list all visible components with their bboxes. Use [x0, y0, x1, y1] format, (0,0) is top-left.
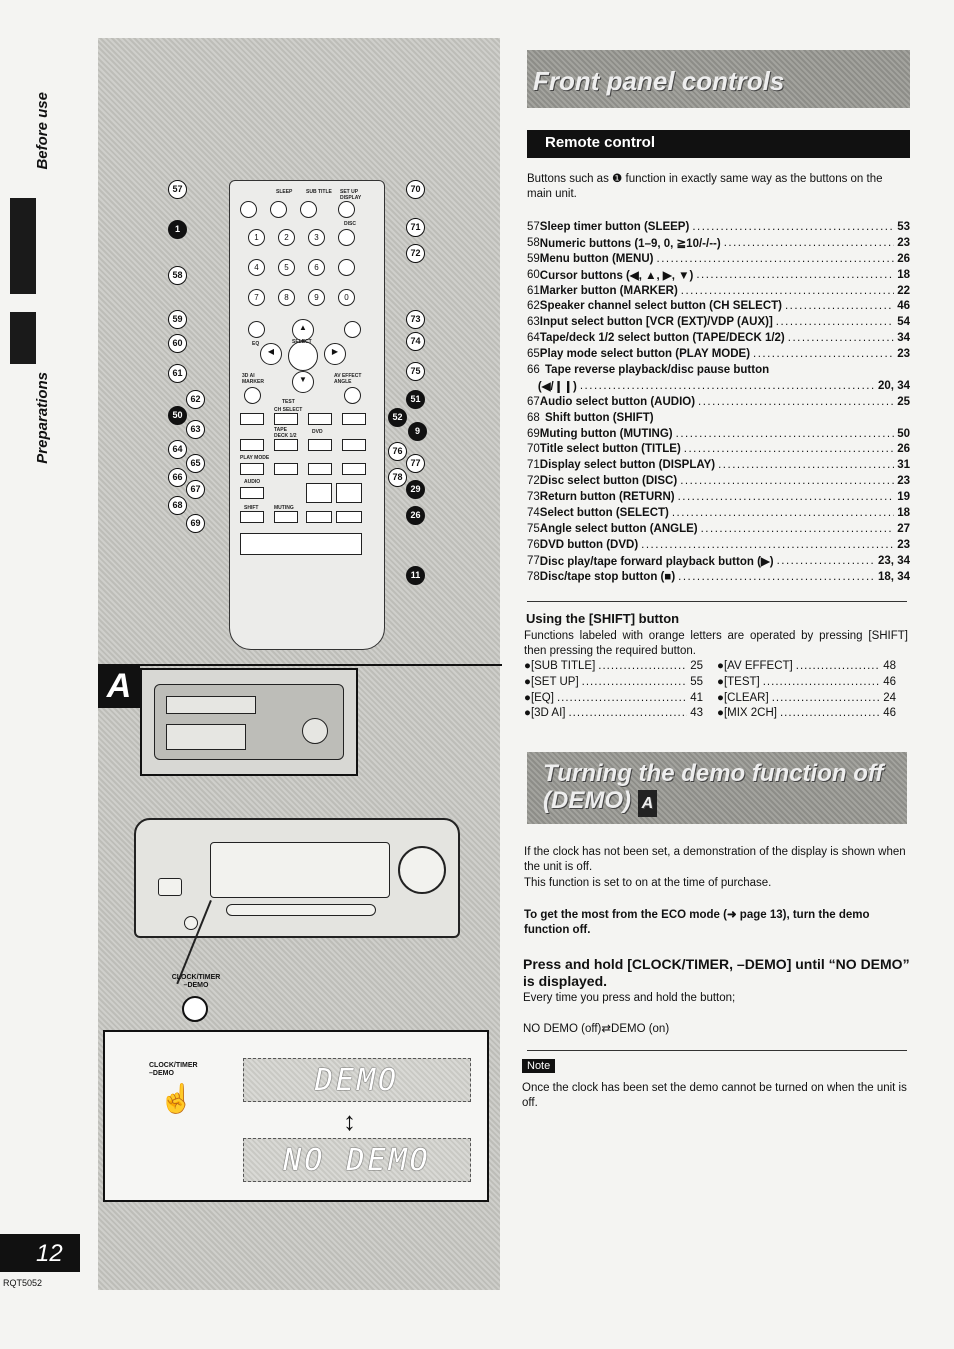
remote-btn-display — [338, 201, 355, 218]
demo-banner-ref: A — [638, 790, 658, 817]
remote-list-item-leader — [724, 237, 895, 249]
remote-label-eq: EQ — [252, 341, 260, 347]
remote-btn-5: 5 — [278, 259, 295, 276]
remote-list-item-page: 27 — [897, 522, 910, 535]
remote-btn-row3-a — [240, 463, 264, 475]
remote-label-title: SUB TITLE — [306, 189, 332, 195]
remote-label-audio: AUDIO — [244, 479, 261, 485]
callout-70: 70 — [406, 180, 425, 199]
shift-cell-leader — [598, 660, 687, 676]
remote-list-item — [527, 489, 910, 505]
remote-list-item-label: Display select button (DISPLAY) — [539, 459, 716, 472]
shift-cell-label: ●[SET UP] — [524, 675, 579, 688]
clock-timer-label-line2: –DEMO — [183, 982, 209, 989]
remote-list-item-leader — [672, 507, 894, 519]
callout-1: 1 — [168, 220, 187, 239]
remote-list-item — [527, 378, 910, 394]
remote-list-item-label: Disc select button (DISC) — [539, 475, 678, 488]
demo-instruction: Press and hold [CLOCK/TIMER, –DEMO] until “NO DEMO” is displayed. — [523, 956, 910, 989]
remote-list-item-number: 73 — [527, 491, 540, 504]
remote-list-item-label: Audio select button (AUDIO) — [539, 395, 696, 408]
callout-74: 74 — [406, 332, 425, 351]
demo-banner-line2 — [543, 787, 907, 817]
shift-cell-leader — [763, 676, 880, 692]
shift-body: Functions labeled with orange letters are operated by pressing [SHIFT] then pressing the required button. — [524, 630, 908, 657]
remote-list-item-leader — [580, 380, 875, 392]
remote-list-item-page: 31 — [897, 459, 910, 472]
callout-77: 77 — [406, 454, 425, 473]
shift-cell-label: ●[SUB TITLE] — [524, 660, 596, 672]
side-tab-before-use: Before use — [34, 92, 51, 170]
remote-list-item-leader — [698, 396, 894, 408]
remote-list-item-page: 23, 34 — [878, 554, 910, 567]
shift-cell-page: 46 — [883, 707, 896, 720]
remote-list-item-number: 72 — [527, 475, 540, 488]
remote-label-muting: MUTING — [274, 505, 294, 511]
shift-cell — [524, 707, 717, 723]
front-panel-controls-banner: Front panel controls — [527, 50, 910, 108]
remote-btn-return — [344, 321, 361, 338]
front-unit-volume-knob — [398, 846, 446, 894]
remote-label-setup: SET UP DISPLAY — [340, 189, 362, 201]
remote-btn-down: ▼ — [292, 371, 314, 393]
side-tab-preparations: Preparations — [34, 372, 51, 464]
remote-label-dvd: DVD — [312, 429, 323, 435]
remote-list-item — [527, 410, 910, 426]
remote-list-item — [527, 537, 910, 553]
shift-cell-leader — [772, 692, 881, 708]
remote-list-item-label: Tape/deck 1/2 select button (TAPE/DECK 1/2) — [539, 332, 785, 345]
remote-btn-volume — [240, 533, 362, 555]
callout-61: 61 — [168, 364, 187, 383]
shift-cell — [524, 660, 717, 676]
remote-btn-6: 6 — [308, 259, 325, 276]
remote-list-item-page: 23 — [897, 475, 910, 488]
document-code: RQT5052 — [3, 1278, 43, 1288]
remote-list-item-label: DVD button (DVD) — [539, 538, 639, 551]
remote-list-item-label: Select button (SELECT) — [539, 506, 669, 519]
remote-list-item-page: 23 — [897, 348, 910, 361]
remote-list-item-label: (◀/❙❙) — [537, 380, 577, 393]
remote-btn-row2-b — [274, 439, 298, 451]
remote-list-item-leader — [641, 539, 894, 551]
remote-list-item-leader — [788, 332, 894, 344]
remote-control-heading: Remote control — [527, 130, 910, 158]
remote-control-illustration — [229, 180, 385, 650]
shift-row — [524, 676, 910, 692]
remote-list-item — [527, 426, 910, 442]
panel-clock-label — [149, 1062, 198, 1078]
remote-intro: Buttons such as ❶ function in exactly same way as the buttons on the main unit. — [527, 173, 883, 200]
remote-list-item-leader — [681, 285, 894, 297]
remote-list-item-leader — [678, 571, 875, 583]
remote-list-item-page: 18, 34 — [878, 570, 910, 583]
remote-list-item-label: Play mode select button (PLAY MODE) — [539, 348, 751, 361]
remote-btn-disc — [338, 229, 355, 246]
remote-list-item-number: 61 — [527, 284, 540, 297]
remote-list-item-page: 22 — [897, 284, 910, 297]
callout-26: 26 — [406, 506, 425, 525]
remote-list-item — [527, 441, 910, 457]
unit-thumbnail-knob — [302, 718, 328, 744]
remote-list-item-number: 76 — [527, 538, 540, 551]
panel-clock-label-line2: –DEMO — [149, 1070, 174, 1077]
remote-list-item-page: 18 — [897, 268, 910, 281]
remote-list-item — [527, 457, 910, 473]
shift-row — [524, 692, 910, 708]
remote-label-disc: DISC — [344, 221, 356, 227]
remote-list-item-number: 69 — [527, 427, 540, 440]
front-unit-display-window — [210, 842, 390, 898]
remote-list-item-leader — [718, 459, 894, 471]
remote-list-item-leader — [785, 300, 894, 312]
remote-list-item-number: 60 — [527, 268, 540, 281]
remote-list-item-label: Tape reverse playback/disc pause button — [545, 363, 770, 376]
unit-thumbnail-display — [166, 696, 256, 714]
remote-list-item — [527, 473, 910, 489]
shift-row — [524, 660, 910, 676]
remote-list-item-number: 62 — [527, 300, 540, 313]
remote-btn-row3-d — [342, 463, 366, 475]
remote-btn-big-2 — [336, 483, 362, 503]
remote-list-item-number: 67 — [527, 395, 540, 408]
shift-cell-label: ●[TEST] — [717, 675, 760, 688]
callout-76: 76 — [388, 442, 407, 461]
callout-59: 59 — [168, 310, 187, 329]
divider-shift — [527, 601, 907, 602]
display-no-demo: NO DEMO — [243, 1138, 471, 1182]
remote-btn-menu — [248, 321, 265, 338]
shift-cell-page: 25 — [690, 660, 703, 672]
remote-btn-row3-c — [308, 463, 332, 475]
demo-display-panel — [103, 1030, 489, 1202]
callout-50: 50 — [168, 406, 187, 425]
shift-cell-page: 46 — [883, 675, 896, 688]
remote-list-item-leader — [657, 253, 895, 265]
every-time-text: Every time you press and hold the button; — [523, 992, 736, 1004]
remote-label-angle: AV EFFECT ANGLE — [334, 373, 362, 385]
remote-list-item-page: 18 — [897, 506, 910, 519]
remote-list-item-number: 77 — [527, 554, 540, 567]
remote-label-chselect: CH SELECT — [274, 407, 303, 413]
remote-btn-select — [288, 341, 318, 371]
remote-list-item — [527, 505, 910, 521]
remote-list-item — [527, 553, 910, 569]
front-unit-headphone-jack — [184, 916, 198, 930]
remote-list-item-leader — [753, 348, 894, 360]
unit-overview-frame — [140, 668, 358, 776]
remote-list-item — [527, 569, 910, 585]
remote-list-item-number: 59 — [527, 252, 540, 265]
remote-btn-0: 0 — [338, 289, 355, 306]
remote-list-item-label: Speaker channel select button (CH SELECT) — [539, 300, 782, 313]
shift-cell — [717, 676, 910, 692]
side-tab-block-bottom — [10, 312, 36, 364]
shift-cell-leader — [557, 692, 687, 708]
callout-65: 65 — [186, 454, 205, 473]
remote-list-item-label: Sleep timer button (SLEEP) — [539, 220, 690, 233]
shift-cell-page: 48 — [883, 660, 896, 672]
callout-63: 63 — [186, 420, 205, 439]
callout-58: 58 — [168, 266, 187, 285]
side-tab-block-top — [10, 198, 36, 294]
remote-label-select: SELECT — [292, 339, 312, 345]
front-unit-illustration — [134, 818, 460, 938]
remote-label-playmode: PLAY MODE — [240, 455, 270, 461]
remote-list-item-label: Numeric buttons (1–9, 0, ≧10/-/--) — [539, 237, 721, 250]
remote-btn-3: 3 — [308, 229, 325, 246]
remote-btn-row2-a — [240, 439, 264, 451]
remote-list-item — [527, 251, 910, 267]
demo-para1: If the clock has not been set, a demonstration of the display is shown when the unit is off. — [524, 846, 906, 873]
shift-cell-leader — [582, 676, 688, 692]
remote-list-item-leader — [680, 475, 894, 487]
callout-72: 72 — [406, 244, 425, 263]
remote-list-item-leader — [696, 269, 894, 281]
remote-list-item-page: 23 — [897, 236, 910, 249]
remote-btn-10 — [338, 259, 355, 276]
remote-list-item-leader — [684, 443, 894, 455]
remote-list-item-page: 54 — [897, 316, 910, 329]
callout-62: 62 — [186, 390, 205, 409]
panel-clock-label-line1: CLOCK/TIMER — [149, 1062, 198, 1069]
section-divider-line — [140, 664, 502, 666]
shift-cell — [524, 676, 717, 692]
demo-para2: This function is set to on at the time of purchase. — [524, 877, 772, 889]
remote-list-item — [527, 394, 910, 410]
remote-list-item-number: 78 — [527, 570, 540, 583]
remote-label-test: TEST — [282, 399, 295, 405]
remote-btn-muting — [274, 511, 298, 523]
remote-list-item-number: 63 — [527, 316, 540, 329]
remote-btn-9: 9 — [308, 289, 325, 306]
front-unit-tray — [226, 904, 376, 916]
remote-button-list — [527, 219, 910, 584]
remote-list-item-number: 70 — [527, 443, 540, 456]
remote-list-item-page: 23 — [897, 538, 910, 551]
remote-btn-4: 4 — [248, 259, 265, 276]
remote-list-item-label: Disc/tape stop button (■) — [539, 570, 676, 583]
remote-list-item-page: 50 — [897, 427, 910, 440]
remote-list-item-number: 57 — [527, 220, 540, 233]
remote-list-item-page: 19 — [897, 491, 910, 504]
callout-66: 66 — [168, 468, 187, 487]
remote-list-item — [527, 330, 910, 346]
remote-list-item-number: 65 — [527, 348, 540, 361]
remote-btn-row1-d — [342, 413, 366, 425]
shift-cell-label: ●[EQ] — [524, 691, 554, 704]
remote-list-item-page: 46 — [897, 300, 910, 313]
section-a-marker: A — [98, 664, 140, 708]
remote-list-item — [527, 267, 910, 283]
remote-btn-8: 8 — [278, 289, 295, 306]
remote-list-item-number: 68 — [527, 411, 540, 424]
callout-60: 60 — [168, 334, 187, 353]
remote-btn-row3-b — [274, 463, 298, 475]
remote-btn-angle — [344, 387, 361, 404]
remote-list-item-label: Angle select button (ANGLE) — [539, 522, 698, 535]
demo-banner-line1: Turning the demo function off — [543, 760, 884, 787]
remote-btn-row2-d — [342, 439, 366, 451]
remote-btn-row2-c — [308, 439, 332, 451]
shift-row — [524, 707, 910, 723]
shift-cell-page: 43 — [690, 707, 703, 720]
remote-list-item-label: Title select button (TITLE) — [539, 443, 681, 456]
shift-cell-label: ●[3D AI] — [524, 707, 566, 720]
shift-cell-label: ●[MIX 2CH] — [717, 707, 777, 720]
callout-29: 29 — [406, 480, 425, 499]
clock-timer-label-line1: CLOCK/TIMER — [171, 974, 221, 981]
toggle-arrow-icon: ↕ — [343, 1106, 356, 1136]
press-hand-icon: ☝ — [159, 1083, 194, 1114]
remote-list-item-label: Marker button (MARKER) — [539, 284, 678, 297]
remote-list-item-number: 74 — [527, 506, 540, 519]
callout-67: 67 — [186, 480, 205, 499]
callout-78: 78 — [388, 468, 407, 487]
eco-tip: To get the most from the ECO mode (➜ page 13), turn the demo function off. — [524, 909, 870, 936]
remote-btn-7: 7 — [248, 289, 265, 306]
shift-cell-leader — [780, 707, 880, 723]
callout-9: 9 — [408, 422, 427, 441]
remote-list-item — [527, 314, 910, 330]
unit-thumbnail-deck — [166, 724, 246, 750]
remote-list-item-page: 26 — [897, 443, 910, 456]
callout-68: 68 — [168, 496, 187, 515]
remote-list-item-number: 71 — [527, 459, 540, 472]
remote-list-item-label: Cursor buttons (◀, ▲, ▶, ▼) — [539, 269, 694, 282]
remote-list-item-label: Return button (RETURN) — [539, 491, 675, 504]
remote-list-item — [527, 298, 910, 314]
note-label: Note — [522, 1059, 555, 1073]
remote-btn-right: ▶ — [324, 343, 346, 365]
remote-list-item-leader — [692, 221, 894, 233]
remote-list-item-number: 64 — [527, 332, 540, 345]
callout-71: 71 — [406, 218, 425, 237]
remote-list-item-page: 26 — [897, 252, 910, 265]
shift-cell-page: 24 — [883, 691, 896, 704]
clock-timer-label — [166, 974, 226, 990]
remote-list-item-number: 66 — [527, 363, 540, 376]
remote-btn-skip-1 — [306, 511, 332, 523]
remote-btn-1: 1 — [248, 229, 265, 246]
page-number: 12 — [0, 1234, 80, 1272]
remote-list-item — [527, 346, 910, 362]
remote-btn-row1-b — [274, 413, 298, 425]
remote-list-item-number: 75 — [527, 522, 540, 535]
remote-btn-audio — [240, 487, 264, 499]
remote-btn-2: 2 — [278, 229, 295, 246]
remote-list-item — [527, 235, 910, 251]
remote-btn-marker — [244, 387, 261, 404]
remote-list-item-label: Menu button (MENU) — [539, 252, 654, 265]
remote-list-item-leader — [701, 523, 895, 535]
remote-btn-left: ◀ — [260, 343, 282, 365]
remote-list-item-leader — [777, 555, 875, 567]
remote-list-item — [527, 362, 910, 378]
remote-list-item-number: 58 — [527, 236, 540, 249]
remote-btn-sleep — [270, 201, 287, 218]
remote-list-item-page: 34 — [897, 332, 910, 345]
callout-11: 11 — [406, 566, 425, 585]
remote-btn-skip-2 — [336, 511, 362, 523]
remote-list-item-leader — [676, 428, 895, 440]
front-unit-power-button — [158, 878, 182, 896]
callout-73: 73 — [406, 310, 425, 329]
remote-list-item-label: Shift button (SHIFT) — [545, 411, 654, 424]
shift-function-grid — [524, 660, 910, 723]
shift-cell — [717, 692, 910, 708]
shift-cell-label: ●[AV EFFECT] — [717, 660, 793, 672]
shift-heading: Using the [SHIFT] button — [526, 611, 680, 626]
remote-list-item — [527, 219, 910, 235]
remote-list-item — [527, 283, 910, 299]
remote-btn-row1-c — [308, 413, 332, 425]
remote-btn-title — [300, 201, 317, 218]
shift-cell-page: 41 — [690, 691, 703, 704]
demo-banner-line2-text: (DEMO) — [543, 787, 631, 814]
shift-cell — [717, 707, 910, 723]
remote-list-item-leader — [678, 491, 895, 503]
demo-banner — [527, 752, 907, 824]
remote-list-item-label: Input select button [VCR (EXT)/VDP (AUX)] — [539, 316, 773, 329]
shift-cell-label: ●[CLEAR] — [717, 691, 769, 704]
clock-timer-button — [182, 996, 208, 1022]
remote-label-shift: SHIFT — [244, 505, 259, 511]
remote-list-item-label: Muting button (MUTING) — [539, 427, 673, 440]
shift-cell-leader — [568, 707, 687, 723]
remote-list-item-page: 20, 34 — [878, 379, 910, 392]
callout-51: 51 — [406, 390, 425, 409]
divider-note — [527, 1050, 907, 1051]
remote-btn-up: ▲ — [292, 319, 314, 341]
callout-64: 64 — [168, 440, 187, 459]
shift-cell-page: 55 — [690, 675, 703, 688]
remote-list-item — [527, 521, 910, 537]
remote-btn-shift — [240, 511, 264, 523]
shift-cell-leader — [796, 660, 880, 676]
remote-btn-power — [240, 201, 257, 218]
shift-cell — [524, 692, 717, 708]
remote-label-tape: TAPE DECK 1/2 — [274, 427, 297, 439]
callout-69: 69 — [186, 514, 205, 533]
remote-list-item-page: 25 — [897, 395, 910, 408]
display-demo: DEMO — [243, 1058, 471, 1102]
remote-list-item-leader — [776, 316, 894, 328]
callout-52: 52 — [388, 408, 407, 427]
shift-cell — [717, 660, 910, 676]
remote-btn-row1-a — [240, 413, 264, 425]
remote-btn-big-1 — [306, 483, 332, 503]
remote-label-sleep: SLEEP — [276, 189, 293, 195]
callout-75: 75 — [406, 362, 425, 381]
note-text: Once the clock has been set the demo cannot be turned on when the unit is off. — [522, 1082, 907, 1109]
remote-list-item-page: 53 — [897, 220, 910, 233]
remote-list-item-label: Disc play/tape forward playback button (▶) — [539, 555, 774, 568]
callout-57: 57 — [168, 180, 187, 199]
demo-toggle-text: NO DEMO (off)⇄DEMO (on) — [523, 1023, 670, 1035]
remote-label-marker: 3D AI MARKER — [242, 373, 264, 385]
